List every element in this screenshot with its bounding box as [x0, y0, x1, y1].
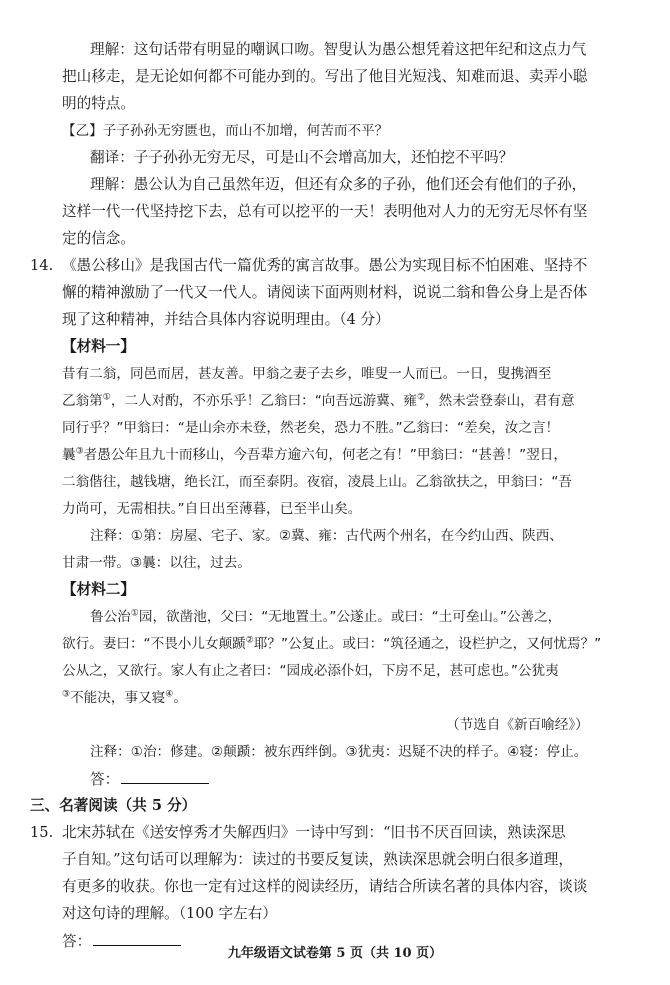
- material-line: 欲行。妻曰：“不畏小儿女颠踬②耶？”公复止。或曰：“筑径通之，设栏护之，又何忧焉？”: [62, 635, 602, 652]
- analysis-line: 理解：这句话带有明显的嘲讽口吻。智叟认为愚公想凭着这把年纪和这点力气: [90, 41, 587, 58]
- question-prompt: 有更多的收获。你也一定有过这样的阅读经历，请结合所读名著的具体内容，谈谈: [62, 878, 588, 895]
- section-title: 三、名著阅读（共 5 分）: [30, 797, 197, 814]
- source-citation: （节选自《新百喻经》）: [446, 717, 589, 733]
- analysis-line: 定的信念。: [62, 230, 135, 247]
- question-prompt: 现了这种精神，并结合具体内容说明理由。（4 分）: [62, 311, 390, 328]
- answer-blank[interactable]: [121, 769, 209, 784]
- notes-line: 甘肃一带。③曩：以往，过去。: [62, 555, 251, 571]
- quote-b: 【乙】子子孙孙无穷匮也，而山不加增，何苦而不平？: [62, 123, 389, 139]
- material-title: 【材料一】: [62, 338, 135, 355]
- question-prompt: 子自知。”这句话可以理解为：读过的书要反复读，熟读深思就会明白很多道理，: [62, 851, 573, 868]
- material-line: 曩③者愚公年且九十而移山，今吾辈方逾六旬，何老之有！”甲翁曰：“甚善！”翌日，: [62, 446, 567, 463]
- material-line: 二翁偕往，越钱塘，绝长江，而至泰阴。夜宿，凌晨上山。乙翁欲扶之，甲翁曰：“吾: [62, 474, 573, 490]
- page-footer: 九年级语文试卷第 5 页（共 10 页）: [227, 946, 443, 961]
- notes-line: 注释：①第：房屋、宅子、家。②冀、雍：古代两个州名，在今约山西、陕西、: [90, 528, 563, 544]
- analysis-line: 理解：愚公认为自己虽然年迈，但还有众多的子孙，他们还会有他们的子孙，: [90, 176, 587, 193]
- material-line: 力尚可，无需相扶。”自日出至薄暮，已至半山矣。: [62, 501, 362, 517]
- question-prompt: 北宋苏轼在《送安惇秀才失解西归》一诗中写到：“旧书不厌百回读，熟读深思: [62, 824, 566, 841]
- analysis-line: 这样一代一代坚持挖下去，总有可以挖平的一天！表明他对人力的无穷无尽怀有坚: [62, 203, 588, 220]
- question-number: 14.: [30, 257, 54, 274]
- material-line: 公从之，又欲行。家人有止之者曰：“园成必添仆妇，下房不足，甚可虑也。”公犹夷: [62, 663, 559, 679]
- material-line: ③不能决，事又寝④。: [62, 689, 187, 706]
- question-prompt: 懈的精神激励了一代又一代人。请阅读下面两则材料，说说二翁和鲁公身上是否体: [62, 284, 588, 301]
- translation-b: 翻译：子子孙孙无穷无尽，可是山不会增高加大，还怕挖不平吗？: [90, 149, 514, 166]
- question-prompt: 对这句诗的理解。（100 字左右）: [62, 905, 277, 922]
- material-line: 同行乎？”甲翁曰：“是山余亦未登，然老矣，恐力不胜。”乙翁曰：“差矣，汝之言！: [62, 420, 560, 436]
- question-prompt: 《愚公移山》是我国古代一篇优秀的寓言故事。愚公为实现目标不怕困难、坚持不: [62, 257, 588, 274]
- answer-line: 答：: [62, 931, 181, 952]
- material-line: 鲁公治①园，欲凿池，父曰：“无地置土。”公遂止。或曰：“土可垒山。”公善之，: [90, 608, 562, 625]
- material-line: 乙翁第①，二人对酌，不亦乐乎！乙翁曰：“向吾远游冀、雍②，然未尝登泰山，君有意: [62, 392, 575, 409]
- answer-line: 答：: [90, 769, 209, 790]
- analysis-line: 把山移走，是无论如何都不可能办到的。写出了他目光短浅、知难而退、卖弄小聪: [62, 68, 588, 85]
- analysis-line: 明的特点。: [62, 95, 135, 112]
- question-number: 15.: [30, 824, 54, 841]
- material-line: 昔有二翁，同邑而居，甚友善。甲翁之妻子去乡，唯叟一人而已。一日，叟携酒至: [62, 366, 552, 382]
- notes-line: 注释：①治：修建。②颠踬：被东西绊倒。③犹夷：迟疑不决的样子。④寝：停止。: [90, 744, 588, 760]
- material-title: 【材料二】: [62, 581, 135, 598]
